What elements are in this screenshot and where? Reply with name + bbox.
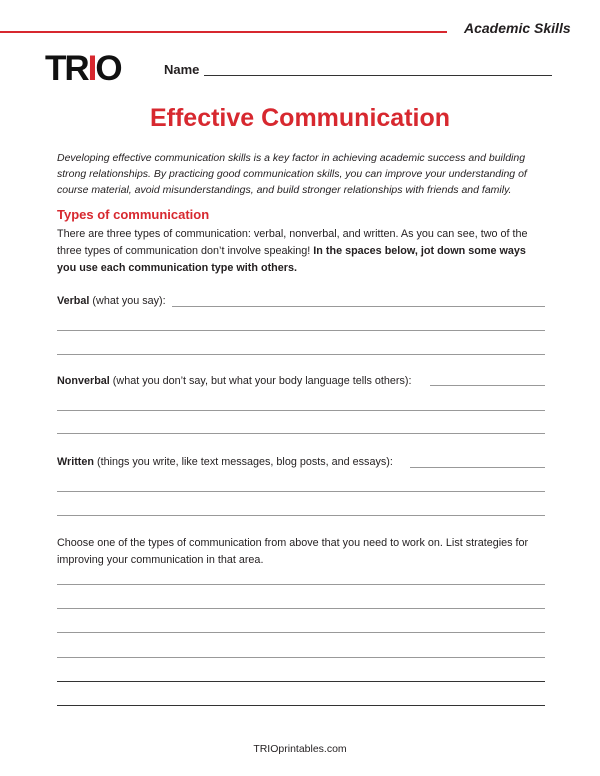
nonverbal-label: Nonverbal (57, 375, 110, 387)
footer-url: TRIOprintables.com (253, 743, 347, 755)
verbal-answer-line-1[interactable] (172, 306, 545, 307)
written-prompt (57, 456, 393, 468)
strategy-answer-line-5[interactable] (57, 681, 545, 682)
strategy-answer-line-4[interactable] (57, 657, 545, 658)
category-label: Academic Skills (464, 20, 571, 36)
trio-logo (45, 49, 121, 88)
name-field[interactable] (204, 75, 552, 76)
written-description: (things you write, like text messages, blog posts, and essays): (94, 456, 393, 468)
strategy-answer-line-6[interactable] (57, 705, 545, 706)
written-answer-line-1[interactable] (410, 467, 545, 468)
paragraph-text: There are three types of communication: verbal, nonverbal, and written. As you can see, two of the three types of communication don’t involve speaking! (57, 228, 528, 257)
intro-paragraph: Developing effective communication skills is a key factor in achieving academic success and building strong relationships. By practicing good communication skills, you can improve your understanding of course material, avoid misunderstandings, and build stronger relationships with friends and family. (57, 152, 527, 196)
page-title: Effective Communication (149, 104, 451, 132)
logo-text-i: I (87, 49, 96, 88)
section-paragraph (57, 226, 547, 277)
verbal-answer-line-3[interactable] (57, 354, 545, 355)
nonverbal-prompt (57, 375, 412, 387)
verbal-answer-line-2[interactable] (57, 330, 545, 331)
verbal-label: Verbal (57, 295, 90, 307)
section-heading: Types of communication (57, 207, 210, 222)
nonverbal-description: (what you don’t say, but what your body language tells others): (109, 375, 412, 387)
header-rule (0, 31, 447, 33)
nonverbal-answer-line-1[interactable] (430, 385, 545, 386)
verbal-description: (what you say): (89, 295, 166, 307)
nonverbal-answer-line-3[interactable] (57, 433, 545, 434)
written-answer-line-3[interactable] (57, 515, 545, 516)
nonverbal-answer-line-2[interactable] (57, 410, 545, 411)
strategy-answer-line-1[interactable] (57, 584, 545, 585)
paragraph-instruction: In the spaces below, jot down some ways you use each communication type with others. (57, 245, 526, 274)
name-label: Name (164, 62, 200, 77)
strategy-answer-line-3[interactable] (57, 632, 545, 633)
logo-text-o: O (95, 49, 121, 88)
strategy-prompt: Choose one of the types of communication from above that you need to work on. List strategies for improving your communication in that area. (57, 537, 529, 566)
written-label: Written (57, 456, 94, 468)
strategy-answer-line-2[interactable] (57, 608, 545, 609)
written-answer-line-2[interactable] (57, 491, 545, 492)
logo-text-tr: TR (45, 49, 88, 88)
verbal-prompt (57, 295, 166, 307)
